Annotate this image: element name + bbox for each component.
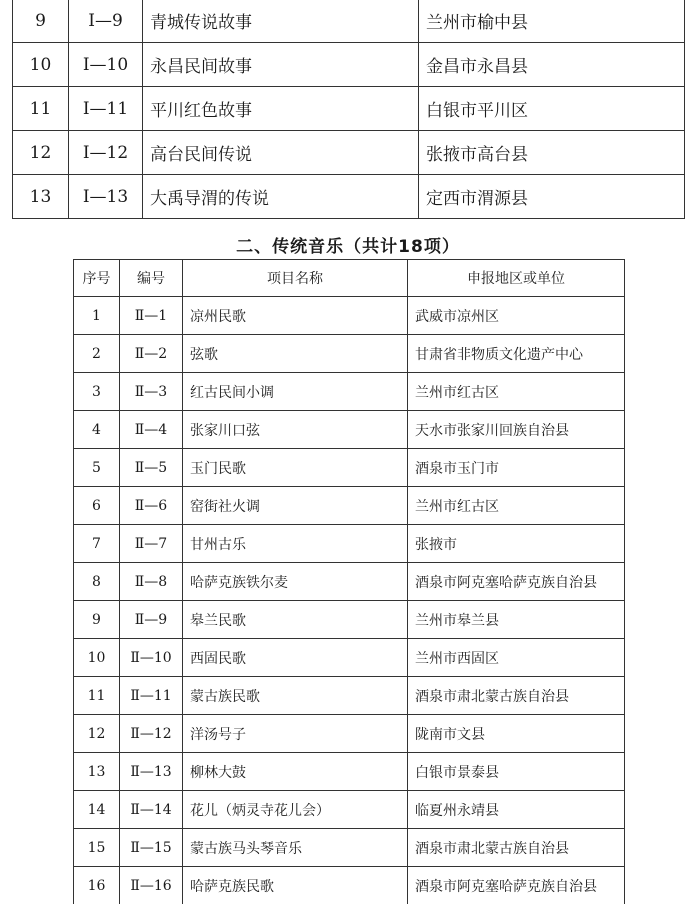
cell-region: 酒泉市肃北蒙古族自治县: [408, 829, 625, 867]
cell-seq: 10: [13, 43, 69, 87]
table-row: [74, 525, 625, 563]
cell-region: 兰州市榆中县: [419, 0, 685, 43]
table-row: [74, 601, 625, 639]
cell-code: Ⅱ—15: [120, 829, 183, 867]
cell-name: 红古民间小调: [183, 373, 408, 411]
cell-seq: 15: [74, 829, 120, 867]
cell-seq: 1: [74, 297, 120, 335]
cell-seq: 9: [13, 0, 69, 43]
table-row: [74, 335, 625, 373]
cell-seq: 7: [74, 525, 120, 563]
cell-region: 白银市平川区: [419, 87, 685, 131]
cell-name: 洋汤号子: [183, 715, 408, 753]
cell-region: 兰州市皋兰县: [408, 601, 625, 639]
cell-name: 张家川口弦: [183, 411, 408, 449]
table-row: [74, 639, 625, 677]
cell-code: Ⅱ—6: [120, 487, 183, 525]
cell-seq: 11: [74, 677, 120, 715]
cell-code: Ⅰ—9: [69, 0, 143, 43]
cell-region: 兰州市红古区: [408, 373, 625, 411]
cell-name: 蒙古族民歌: [183, 677, 408, 715]
cell-name: 皋兰民歌: [183, 601, 408, 639]
table-row: [13, 175, 685, 219]
cell-code: Ⅱ—11: [120, 677, 183, 715]
table-row: [74, 373, 625, 411]
cell-region: 兰州市西固区: [408, 639, 625, 677]
cell-region: 酒泉市阿克塞哈萨克族自治县: [408, 563, 625, 601]
cell-region: 兰州市红古区: [408, 487, 625, 525]
section-two-title: 二、传统音乐（共计18项）: [236, 237, 460, 257]
cell-code: Ⅰ—13: [69, 175, 143, 219]
cell-region: 武威市凉州区: [408, 297, 625, 335]
table-row: [74, 753, 625, 791]
cell-name: 大禹导渭的传说: [143, 175, 419, 219]
table-row: [74, 563, 625, 601]
table-row: [13, 131, 685, 175]
cell-region: 金昌市永昌县: [419, 43, 685, 87]
cell-name: 柳林大鼓: [183, 753, 408, 791]
cell-code: Ⅱ—4: [120, 411, 183, 449]
header-region: 申报地区或单位: [408, 260, 625, 297]
header-code: 编号: [120, 260, 183, 297]
cell-seq: 13: [13, 175, 69, 219]
cell-name: 玉门民歌: [183, 449, 408, 487]
section-one-table-body: [13, 0, 685, 219]
table-row: [74, 791, 625, 829]
table-row: [74, 829, 625, 867]
cell-region: 定西市渭源县: [419, 175, 685, 219]
cell-code: Ⅱ—13: [120, 753, 183, 791]
cell-seq: 2: [74, 335, 120, 373]
cell-region: 酒泉市肃北蒙古族自治县: [408, 677, 625, 715]
header-name: 项目名称: [183, 260, 408, 297]
cell-region: 张掖市高台县: [419, 131, 685, 175]
cell-name: 窑街社火调: [183, 487, 408, 525]
section-two-table: [73, 259, 625, 904]
section-one-table: [12, 0, 685, 219]
cell-name: 西固民歌: [183, 639, 408, 677]
cell-seq: 14: [74, 791, 120, 829]
cell-region: 甘肃省非物质文化遗产中心: [408, 335, 625, 373]
section-two-table-body: [74, 297, 625, 905]
header-seq: 序号: [74, 260, 120, 297]
cell-seq: 16: [74, 867, 120, 905]
table-row: [74, 411, 625, 449]
cell-name: 蒙古族马头琴音乐: [183, 829, 408, 867]
table-row: [74, 715, 625, 753]
cell-name: 青城传说故事: [143, 0, 419, 43]
cell-code: Ⅰ—10: [69, 43, 143, 87]
table-row: [74, 487, 625, 525]
cell-region: 临夏州永靖县: [408, 791, 625, 829]
table-header-row: [74, 260, 625, 297]
cell-seq: 3: [74, 373, 120, 411]
cell-seq: 5: [74, 449, 120, 487]
cell-code: Ⅱ—7: [120, 525, 183, 563]
cell-region: 酒泉市玉门市: [408, 449, 625, 487]
cell-name: 永昌民间故事: [143, 43, 419, 87]
cell-seq: 12: [13, 131, 69, 175]
table-row: [74, 677, 625, 715]
cell-seq: 8: [74, 563, 120, 601]
cell-name: 平川红色故事: [143, 87, 419, 131]
cell-code: Ⅱ—14: [120, 791, 183, 829]
cell-seq: 12: [74, 715, 120, 753]
cell-code: Ⅱ—1: [120, 297, 183, 335]
cell-code: Ⅱ—16: [120, 867, 183, 905]
cell-seq: 4: [74, 411, 120, 449]
table-row: [13, 43, 685, 87]
cell-seq: 9: [74, 601, 120, 639]
cell-code: Ⅱ—12: [120, 715, 183, 753]
cell-region: 陇南市文县: [408, 715, 625, 753]
table-row: [74, 297, 625, 335]
cell-region: 酒泉市阿克塞哈萨克族自治县: [408, 867, 625, 905]
cell-seq: 11: [13, 87, 69, 131]
cell-region: 天水市张家川回族自治县: [408, 411, 625, 449]
cell-seq: 13: [74, 753, 120, 791]
cell-code: Ⅱ—5: [120, 449, 183, 487]
cell-code: Ⅱ—8: [120, 563, 183, 601]
table-row: [13, 87, 685, 131]
cell-name: 花儿（炳灵寺花儿会）: [183, 791, 408, 829]
cell-seq: 10: [74, 639, 120, 677]
cell-code: Ⅱ—9: [120, 601, 183, 639]
table-row: [13, 0, 685, 43]
cell-region: 白银市景泰县: [408, 753, 625, 791]
cell-code: Ⅰ—12: [69, 131, 143, 175]
cell-name: 高台民间传说: [143, 131, 419, 175]
cell-code: Ⅰ—11: [69, 87, 143, 131]
cell-name: 凉州民歌: [183, 297, 408, 335]
cell-code: Ⅱ—2: [120, 335, 183, 373]
cell-seq: 6: [74, 487, 120, 525]
cell-name: 哈萨克族铁尔麦: [183, 563, 408, 601]
cell-name: 甘州古乐: [183, 525, 408, 563]
table-row: [74, 449, 625, 487]
cell-code: Ⅱ—10: [120, 639, 183, 677]
cell-name: 弦歌: [183, 335, 408, 373]
cell-code: Ⅱ—3: [120, 373, 183, 411]
table-row: [74, 867, 625, 905]
cell-name: 哈萨克族民歌: [183, 867, 408, 905]
cell-region: 张掖市: [408, 525, 625, 563]
